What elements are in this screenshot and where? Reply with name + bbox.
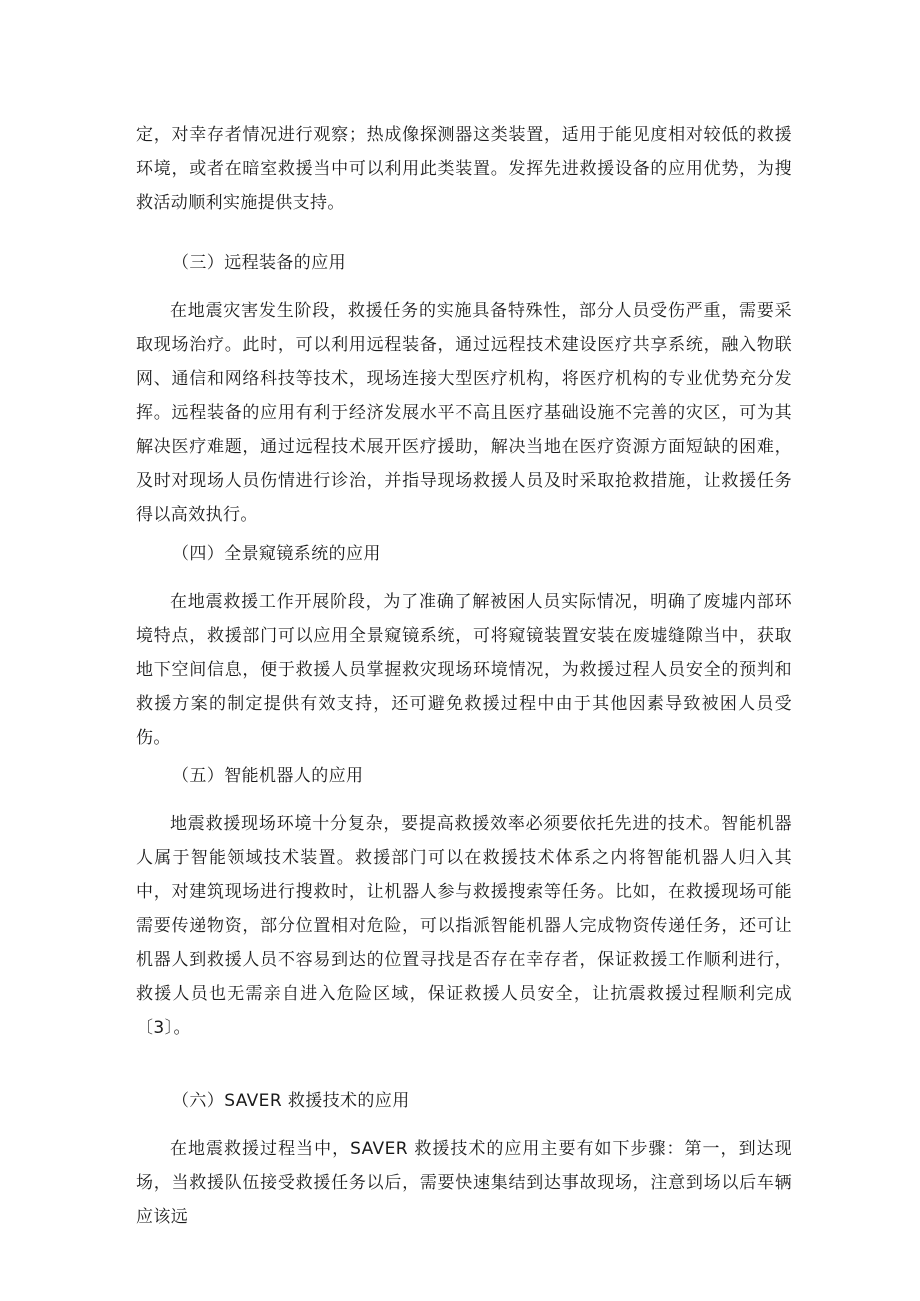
section-heading-remote-equipment: （三）远程装备的应用 <box>172 253 346 273</box>
section-heading-saver-technology: （六）SAVER 救援技术的应用 <box>172 1091 410 1111</box>
paragraph-rescue-equipment-continued: 定，对幸存者情况进行观察；热成像探测器这类装置，适用于能见度相对较低的救援环境，或者在暗室救援当中可以利用此类装置。发挥先进救援设备的应用优势，为搜救活动顺利实施提供支持。 <box>136 125 792 213</box>
paragraph-intelligent-robot: 地震救援现场环境十分复杂，要提高救援效率必须要依托先进的技术。智能机器人属于智能领域技术装置。救援部门可以在救援技术体系之内将智能机器人归入其中，对建筑现场进行搜救时，让机器人参与救援搜索等任务。比如，在救援现场可能需要传递物资，部分位置相对危险，可以指派智能机器人完成物资传递任务，还可让机器人到救援人员不容易到达的位置寻找是否存在幸存者，保证救援工作顺利进行，救援人员也无需亲自进入危险区域，保证救援人员安全，让抗震救援过程顺利完成〔3〕。 <box>136 814 792 1038</box>
section-heading-panoramic-scope: （四）全景窥镜系统的应用 <box>172 544 381 564</box>
section-heading-intelligent-robot: （五）智能机器人的应用 <box>172 766 364 786</box>
paragraph-remote-equipment: 在地震灾害发生阶段，救援任务的实施具备特殊性，部分人员受伤严重，需要采取现场治疗。此时，可以利用远程装备，通过远程技术建设医疗共享系统，融入物联网、通信和网络科技等技术，现场连接大型医疗机构，将医疗机构的专业优势充分发挥。远程装备的应用有利于经济发展水平不高且医疗基础设施不完善的灾区，可为其解决医疗难题，通过远程技术展开医疗援助，解决当地在医疗资源方面短缺的困难，及时对现场人员伤情进行诊治，并指导现场救援人员及时采取抢救措施，让救援任务得以高效执行。 <box>136 301 792 525</box>
paragraph-saver-technology: 在地震救援过程当中，SAVER 救援技术的应用主要有如下步骤：第一，到达现场，当救援队伍接受救援任务以后，需要快速集结到达事故现场，注意到场以后车辆应该远 <box>136 1139 792 1227</box>
paragraph-panoramic-scope: 在地震救援工作开展阶段，为了准确了解被困人员实际情况，明确了废墟内部环境特点，救援部门可以应用全景窥镜系统，可将窥镜装置安装在废墟缝隙当中，获取地下空间信息，便于救援人员掌握救灾现场环境情况，为救援过程人员安全的预判和救援方案的制定提供有效支持，还可避免救援过程中由于其他因素导致被困人员受伤。 <box>136 592 792 748</box>
